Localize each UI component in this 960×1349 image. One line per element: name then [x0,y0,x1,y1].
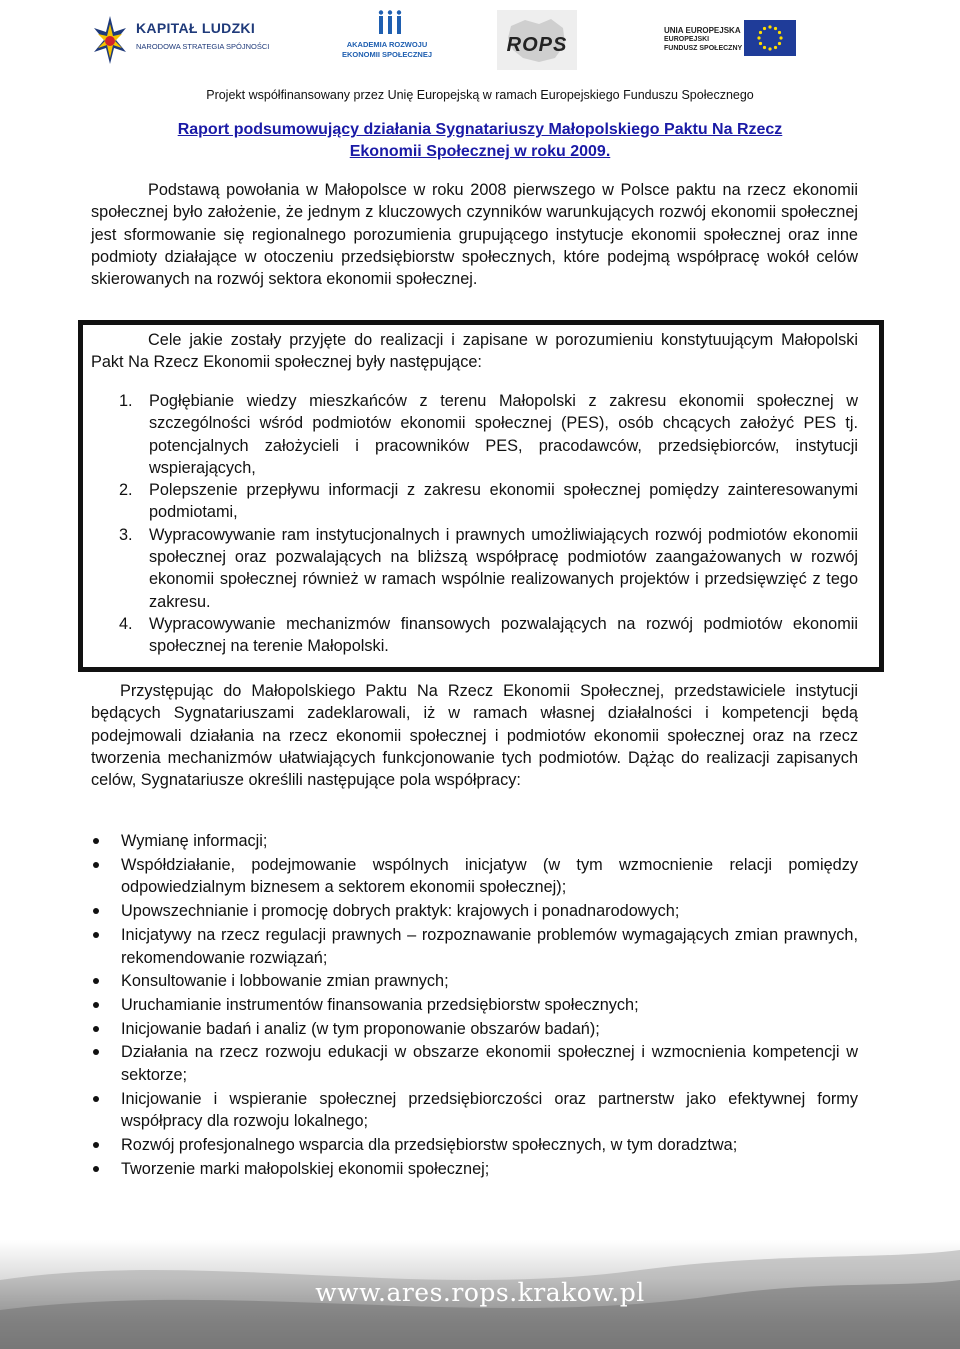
field-item [91,1158,858,1181]
ue-line1: UNIA EUROPEJSKA [664,26,741,35]
kapital-ludzki-subtitle: NARODOWA STRATEGIA SPÓJNOŚCI [136,42,270,51]
ue-line3: FUNDUSZ SPOŁECZNY [664,45,743,52]
kapital-ludzki-star-icon [92,14,128,66]
goals-intro-paragraph: Cele jakie zostały przyjęte do realizacji i zapisane w porozumieniu konstytuującym Małopolski Pakt Na Rzecz Ekonomii społecznej były następujące: [91,331,858,372]
field-text: Inicjatywy na rzecz regulacji prawnych – rozpoznawanie problemów wymagających zmian prawnych, rekomendowanie rozwiązań; [121,925,858,967]
field-text: Działania na rzecz rozwoju edukacji w obszarze ekonomii społecznej i wzmocnienia kompetencji w sektorze; [121,1043,858,1085]
field-item [91,1018,858,1041]
project-cofinancing-line: Projekt współfinansowany przez Unię Europejską w ramach Europejskiego Funduszu Społecznego [206,88,754,102]
field-item [91,1088,858,1133]
bullet-icon [93,862,99,868]
field-item [91,854,858,899]
field-text: Inicjowanie badań i analiz (w tym proponowanie obszarów badań); [121,1019,600,1038]
goal-text: Pogłębianie wiedzy mieszkańców z terenu Małopolski z zakresu ekonomii społecznej w szczególności wśród podmiotów ekonomii społecznej (PES), osób chcących założyć PES tj. potencjalnych założycieli i pracowników PES, pracodawców, przedsiębiorców, instytucji wspierających, [149,392,858,477]
field-text: Upowszechnianie i promocję dobrych praktyk: krajowych i ponadnarodowych; [121,902,680,921]
bullet-icon [93,908,99,914]
document-title-line1: Raport podsumowujący działania Sygnatariuszy Małopolskiego Paktu Na Rzecz [177,121,783,138]
eu-flag-icon [744,20,796,56]
bullet-icon [93,1049,99,1055]
akademia-line1: AKADEMIA ROZWOJU [346,40,428,49]
document-title-line2: Ekonomii Społecznej w roku 2009. [349,143,611,160]
field-item [91,1041,858,1086]
goal-number: 1. [119,392,133,410]
document-title [90,119,870,163]
goal-item [91,613,858,658]
logo-rops [497,10,577,72]
akademia-pillars-icon [377,10,403,36]
goal-item [91,390,858,479]
rops-text: ROPS [506,34,568,56]
field-text: Konsultowanie i lobbowanie zmian prawnych; [121,972,449,991]
logo-kapital-ludzki [92,10,270,72]
intro-paragraph: Podstawą powołania w Małopolsce w roku 2008 pierwszego w Polsce paktu na rzecz ekonomii społecznej było założenie, że jednym z kluczowych czynników warunkujących rozwój ekonomii społecznej jest sformowanie się regionalnego porozumienia grupującego instytucje ekonomii społecznej oraz inne podmioty działające w otoczeniu przedsiębiorstw społecznych, które podejmą współpracę wokół celów skierowanych na rozwój sektora ekonomii społecznej. [91,181,858,289]
goal-number: 4. [119,614,133,633]
goal-number: 2. [119,481,133,500]
goal-number: 3. [119,525,133,544]
bullet-icon [93,978,99,984]
bullet-icon [93,1002,99,1008]
bullet-icon [93,838,99,844]
header-logos [0,10,960,72]
goal-text: Wypracowywanie ram instytucjonalnych i prawnych umożliwiających rozwój podmiotów ekonomii społecznej oraz pozwalających na bliższą współpracę podmiotów zaangażowanych w rozwój ekonomii społecznej również w ramach wspólnie realizowanych projektów i przedsięwzięć z tego zakresu. [149,525,858,611]
field-text: Rozwój profesjonalnego wsparcia dla przedsiębiorstw społecznych, w tym doradztwa; [121,1136,738,1155]
kapital-ludzki-title: KAPITAŁ LUDZKI [136,20,256,36]
cooperation-paragraph: Przystępując do Małopolskiego Paktu Na Rzecz Ekonomii Społecznej, przedstawiciele instytucji będących Sygnatariuszami zadeklarowali, iż w ramach własnej działalności i kompetencji będą podejmowali działania na rzecz ekonomii społecznej i podmiotów ekonomii społecznej oraz na rzecz tworzenia mechanizmów ułatwiających funkcjonowanie tych podmiotów. Dążąc do realizacji zapisanych celów, Sygnatariusze określili następujące pola współpracy: [91,682,858,790]
goal-text: Polepszenie przepływu informacji z zakresu ekonomii społecznej pomiędzy zainteresowanymi podmiotami, [149,481,858,522]
field-item [91,970,858,993]
cooperation-fields-list [91,830,858,1182]
field-item [91,1134,858,1157]
field-text: Tworzenie marki małopolskiej ekonomii społecznej; [121,1159,490,1178]
goal-item [91,479,858,524]
goals-list [91,390,858,658]
footer-website-link[interactable]: www.ares.rops.krakow.pl [315,1278,645,1307]
logo-akademia-rozwoju [335,10,445,72]
bullet-icon [93,1026,99,1032]
field-item [91,924,858,969]
field-item [91,900,858,923]
field-text: Współdziałanie, podejmowanie wspólnych inicjatyw (w tym wzmocnienie relacji pomiędzy odpowiedzialnym biznesem a sektorem ekonomii społecznej); [121,855,858,897]
goal-item [91,524,858,613]
bullet-icon [93,1166,99,1172]
ue-line2: EUROPEJSKI [664,36,710,43]
bullet-icon [93,1142,99,1148]
akademia-line2: EKONOMII SPOŁECZNEJ [341,50,432,59]
field-item [91,994,858,1017]
field-text: Inicjowanie i wspieranie społecznej przedsiębiorczości oraz partnerstw jako efektywnej formy współpracy dla rozwoju lokalnego; [121,1089,858,1131]
goal-text: Wypracowywanie mechanizmów finansowych pozwalających na rozwój podmiotów ekonomii społecznej na terenie Małopolski. [149,614,858,656]
bullet-icon [93,1096,99,1102]
footer-band [0,1240,960,1349]
logo-unia-europejska [658,10,798,72]
field-item [91,830,858,853]
field-text: Uruchamianie instrumentów finansowania przedsiębiorstw społecznych; [121,995,639,1014]
bullet-icon [93,932,99,938]
field-text: Wymianę informacji; [121,832,268,850]
